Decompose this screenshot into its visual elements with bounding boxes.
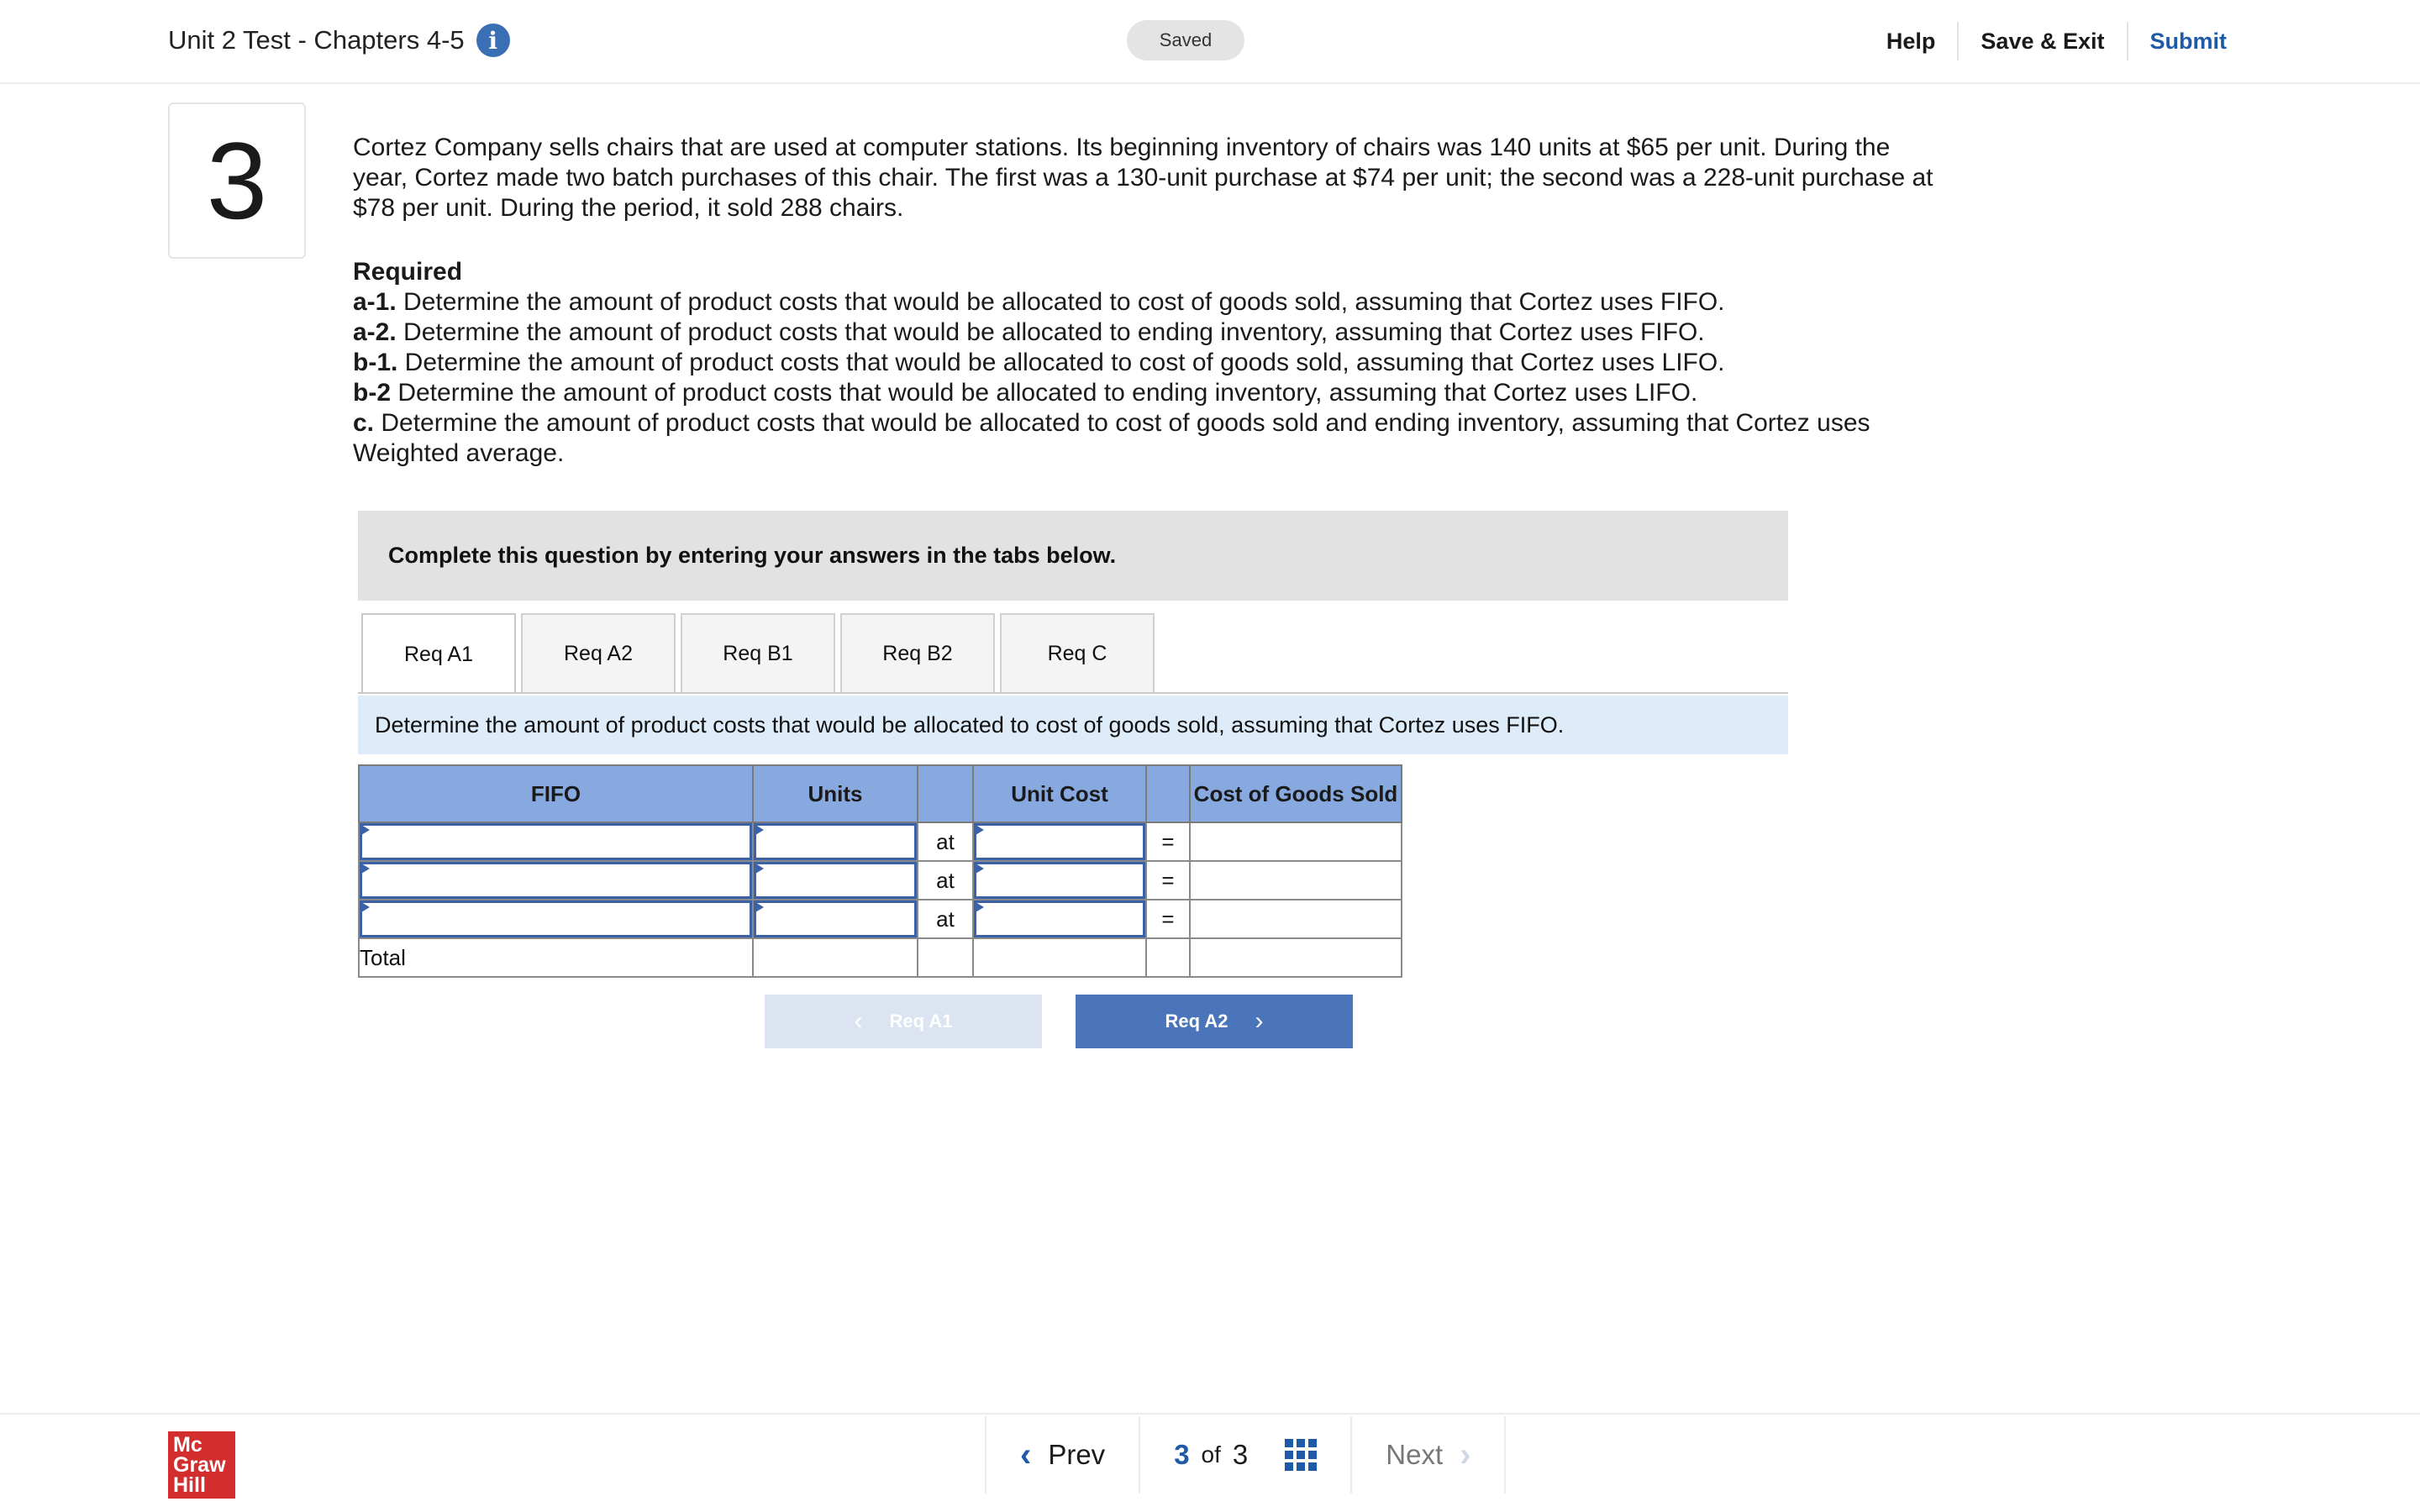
prev-question-button[interactable]: [985, 1416, 1139, 1494]
header-fifo: FIFO: [359, 765, 753, 822]
table-row: [359, 861, 1402, 900]
top-bar: [0, 0, 2420, 84]
header-blank: [1146, 765, 1190, 822]
grid-menu-icon[interactable]: [1285, 1439, 1317, 1471]
logo-line: Graw: [173, 1453, 226, 1477]
help-link[interactable]: Help: [1886, 28, 1936, 54]
fifo-description-input[interactable]: [360, 823, 752, 860]
requirements: [353, 257, 1949, 469]
next-req-label: Req A2: [1165, 1011, 1228, 1032]
total-row: [359, 938, 1402, 977]
header-cogs: Cost of Goods Sold: [1190, 765, 1402, 822]
submit-link[interactable]: Submit: [2127, 22, 2228, 60]
logo-line: Hill: [173, 1473, 206, 1497]
at-label: at: [918, 900, 973, 938]
requirement-a2: [353, 318, 1949, 348]
equals-label: =: [1146, 822, 1190, 861]
requirement-text: Determine the amount of product costs that would be allocated to ending inventory, assuming that Cortez uses FIFO.: [396, 318, 1705, 346]
unit-cost-input[interactable]: [974, 823, 1145, 860]
instruction-banner: Complete this question by entering your answers in the tabs below.: [358, 511, 1788, 601]
blank-cell: [1146, 938, 1190, 977]
next-question-label: Next: [1386, 1439, 1444, 1470]
equals-label: =: [1146, 861, 1190, 900]
chevron-right-icon: ›: [1255, 1007, 1264, 1035]
equals-label: =: [1146, 900, 1190, 938]
cogs-cell: [1190, 900, 1402, 938]
total-units-cell: [753, 938, 918, 977]
test-title: [168, 24, 510, 57]
save-exit-link[interactable]: Save & Exit: [1957, 22, 2126, 60]
question-body: [353, 133, 1949, 469]
question-number: 3: [168, 102, 306, 259]
unit-cost-input[interactable]: [974, 900, 1145, 937]
current-question: 3: [1174, 1439, 1190, 1470]
fifo-description-input[interactable]: [360, 862, 752, 899]
units-input[interactable]: [754, 823, 917, 860]
prev-question-label: Prev: [1048, 1439, 1106, 1470]
tab-req-a1[interactable]: Req A1: [361, 613, 516, 694]
chevron-left-icon: ‹: [1020, 1436, 1032, 1473]
question-counter[interactable]: [1139, 1416, 1350, 1494]
info-icon[interactable]: i: [476, 24, 510, 57]
requirement-text: Determine the amount of product costs that would be allocated to cost of goods sold, assuming that Cortez uses LIFO.: [397, 349, 1725, 376]
question-pager: [985, 1416, 1506, 1494]
question-text: Cortez Company sells chairs that are used at computer stations. Its beginning inventory of chairs was 140 units at $65 per unit. During the year, Cortez made two batch purchases of this chair. The first was a 130-unit purchase at $74 per unit; the second was a 228-unit purchase at $78 per unit. During the period, it sold 288 chairs.: [353, 134, 1933, 222]
tab-req-b1[interactable]: Req B1: [681, 613, 835, 692]
mcgraw-hill-logo: [168, 1431, 235, 1499]
requirement-text: Determine the amount of product costs that would be allocated to ending inventory, assuming that Cortez uses LIFO.: [391, 379, 1698, 407]
requirement-text: Determine the amount of product costs that would be allocated to cost of goods sold, assuming that Cortez uses FIFO.: [396, 288, 1725, 316]
table-header-row: [359, 765, 1402, 822]
requirement-text: Determine the amount of product costs that would be allocated to cost of goods sold and ending inventory, assuming that Cortez uses Weighted average.: [353, 409, 1870, 467]
table-row: [359, 822, 1402, 861]
prev-req-button[interactable]: [765, 995, 1042, 1048]
table-row: [359, 900, 1402, 938]
fifo-table: [358, 764, 1402, 978]
cogs-cell: [1190, 822, 1402, 861]
next-question-button[interactable]: [1350, 1416, 1506, 1494]
chevron-left-icon: ‹: [854, 1007, 863, 1035]
top-links: [1865, 22, 2227, 60]
total-label: Total: [359, 938, 753, 977]
total-questions: 3: [1232, 1439, 1249, 1470]
total-cogs-cell: [1190, 938, 1402, 977]
fifo-description-input[interactable]: [360, 900, 752, 937]
unit-cost-input[interactable]: [974, 862, 1145, 899]
requirement-label: a-2.: [353, 318, 397, 346]
tab-req-b2[interactable]: Req B2: [840, 613, 995, 692]
units-input[interactable]: [754, 862, 917, 899]
tab-req-a2[interactable]: Req A2: [521, 613, 676, 692]
logo-line: Mc: [173, 1433, 203, 1457]
at-label: at: [918, 861, 973, 900]
blank-cell: [918, 938, 973, 977]
requirement-label: b-1.: [353, 349, 398, 376]
of-label: of: [1201, 1441, 1221, 1467]
test-title-text: Unit 2 Test - Chapters 4-5: [168, 25, 465, 55]
header-blank: [918, 765, 973, 822]
prev-req-label: Req A1: [889, 1011, 953, 1032]
next-req-button[interactable]: [1076, 995, 1353, 1048]
required-heading: Required: [353, 258, 463, 286]
requirement-b1: [353, 348, 1949, 378]
header-unit-cost: Unit Cost: [973, 765, 1146, 822]
at-label: at: [918, 822, 973, 861]
blank-cell: [973, 938, 1146, 977]
requirement-a1: [353, 287, 1949, 318]
tab-req-c[interactable]: Req C: [1000, 613, 1155, 692]
tab-description: Determine the amount of product costs that would be allocated to cost of goods sold, assuming that Cortez uses FIFO.: [358, 696, 1788, 754]
tab-divider: [358, 692, 1788, 694]
requirement-label: c.: [353, 409, 375, 437]
saved-status-badge: Saved: [1127, 20, 1244, 60]
requirement-c: [353, 408, 1949, 469]
requirement-label: a-1.: [353, 288, 397, 316]
units-input[interactable]: [754, 900, 917, 937]
header-units: Units: [753, 765, 918, 822]
requirement-tabs: [361, 613, 1155, 694]
requirement-b2: [353, 378, 1949, 408]
chevron-right-icon: ›: [1460, 1436, 1471, 1473]
requirement-label: b-2: [353, 379, 391, 407]
cogs-cell: [1190, 861, 1402, 900]
